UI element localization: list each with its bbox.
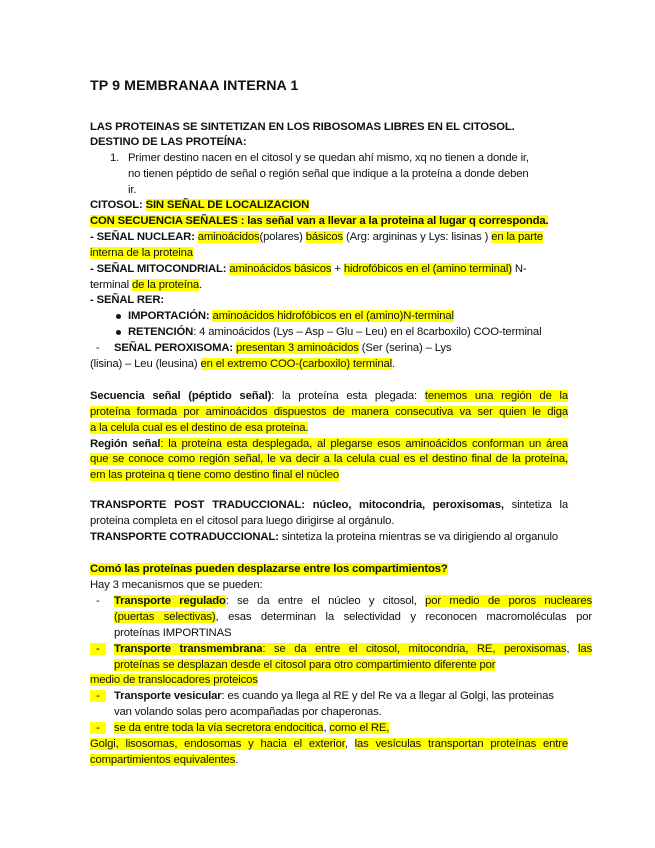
nuclear-c: básicos bbox=[305, 231, 343, 243]
regulado-line-1 bbox=[114, 594, 593, 609]
ret-label: RETENCIÓN bbox=[128, 326, 194, 338]
bullet-icon bbox=[116, 314, 121, 319]
regulado-line-2 bbox=[114, 610, 592, 625]
ves-label: Transporte vesicular bbox=[114, 690, 222, 702]
perox-dash: - bbox=[96, 342, 100, 354]
perox-c: (lisina) – Leu (leusina) bbox=[90, 358, 201, 370]
vesicular-line-2: van volando solas pero acompañadas por chaperonas. bbox=[114, 706, 382, 718]
co-label: TRANSPORTE COTRADUCCIONAL: bbox=[90, 531, 279, 543]
transmembrana-line-3 bbox=[90, 673, 258, 688]
region-c: em las proteina q tiene como destino final el núcleo bbox=[90, 469, 340, 481]
senal-c: proteína formada por aminoácidos dispuestos de manera consecutiva va ser quien le diga bbox=[90, 406, 568, 418]
citosol-line bbox=[90, 198, 309, 213]
transmembrana-line-2 bbox=[114, 658, 495, 673]
sec-d: Golgi, lisosomas, endosomas y hacia el exterior bbox=[90, 738, 345, 750]
document-title: TP 9 MEMBRANAA INTERNA 1 bbox=[90, 78, 299, 94]
citosol-label: CITOSOL: bbox=[90, 199, 146, 211]
reg-b: por medio de poros nucleares bbox=[425, 595, 593, 607]
destino-heading: DESTINO DE LAS PROTEÍNA: bbox=[90, 136, 247, 148]
senal-b: tenemos una región de la bbox=[424, 390, 568, 402]
senal-a: : la proteína esta plegada: bbox=[271, 390, 425, 402]
mito-f: de la proteína bbox=[131, 279, 199, 291]
tm-label: Transporte transmembrana bbox=[114, 643, 263, 655]
mito-label: - SEÑAL MITOCONDRIAL: bbox=[90, 263, 230, 275]
reg-c: (puertas selectivas) bbox=[114, 611, 216, 623]
mito-g: . bbox=[198, 279, 202, 291]
post-line-1 bbox=[90, 498, 568, 513]
rer-retencion bbox=[128, 325, 541, 340]
mito-d: N- bbox=[511, 263, 527, 275]
mito-a: aminoácidos básicos bbox=[229, 263, 332, 275]
transmembrana-line-1 bbox=[114, 642, 592, 657]
bullet-icon bbox=[116, 330, 121, 335]
dash-icon: - bbox=[90, 643, 106, 655]
question-line bbox=[90, 562, 448, 577]
secuencia-text: CON SECUENCIA SEÑALES : las señal van a llevar a la proteina al lugar q corresponda. bbox=[90, 215, 549, 227]
mito-b: + bbox=[331, 263, 344, 275]
nuclear-label: - SEÑAL NUCLEAR: bbox=[90, 231, 198, 243]
list-number: 1. bbox=[110, 152, 120, 164]
mito-c: hidrofóbicos en el (amino terminal) bbox=[343, 263, 512, 275]
imp-label: IMPORTACIÓN: bbox=[128, 310, 213, 322]
senal-line-3 bbox=[90, 421, 308, 436]
ret-value: : 4 aminoácidos (Lys – Asp – Glu – Leu) en el 8carboxilo) COO-terminal bbox=[193, 326, 542, 338]
post-line-2: proteina completa en el citosol para luego dirigirse al orgánulo. bbox=[90, 515, 395, 527]
mito-line-2 bbox=[90, 278, 202, 293]
reg-d: , esas determinan la selectividad y reconocen macromoléculas por bbox=[215, 611, 592, 623]
list-item-line: no tienen péptido de señal o región señal que indique a la proteína a donde deben bbox=[128, 168, 529, 180]
senal-line-2 bbox=[90, 405, 568, 420]
imp-value: aminoácidos hidrofóbicos en el (amino)N-terminal bbox=[212, 310, 454, 322]
citosol-value: SIN SEÑAL DE LOCALIZACION bbox=[145, 199, 310, 211]
secuencia-line bbox=[90, 214, 548, 229]
nuclear-d: (Arg: argininas y Lys: lisinas ) bbox=[342, 231, 492, 243]
secretora-line-2 bbox=[90, 737, 568, 752]
mito-e: terminal bbox=[90, 279, 132, 291]
sec-a: se da entre toda la vía secretora endocitica bbox=[114, 722, 324, 734]
senal-d: a la celula cual es el destino de esa proteina. bbox=[90, 422, 309, 434]
list-item-line: Primer destino nacen en el citosol y se quedan ahí mismo, xq no tienen a donde ir, bbox=[128, 152, 529, 164]
nuclear-b: (polares) bbox=[259, 231, 306, 243]
region-b: que se conoce como región señal, le va decir a la celula cual es el destino final de la proteína, bbox=[90, 453, 568, 465]
tm-e: medio de translocadores proteicos bbox=[90, 674, 258, 686]
secretora-line-1 bbox=[114, 721, 389, 736]
nuclear-line bbox=[90, 230, 543, 245]
region-line-3 bbox=[90, 468, 339, 483]
rer-importacion bbox=[128, 309, 454, 324]
co-value: sintetiza la proteina mientras se va dirigiendo al organulo bbox=[278, 531, 559, 543]
post-label: TRANSPORTE POST TRADUCCIONAL: núcleo, mitocondria, peroxisomas, bbox=[90, 499, 504, 511]
mechanisms-intro: Hay 3 mecanismos que se pueden: bbox=[90, 579, 263, 591]
perox-d: en el extremo COO-(carboxilo) terminal bbox=[200, 358, 392, 370]
nuclear-a: aminoácidos bbox=[197, 231, 260, 243]
rer-label: - SEÑAL RER: bbox=[90, 294, 164, 306]
intro-heading: LAS PROTEINAS SE SINTETIZAN EN LOS RIBOSOMAS LIBRES EN EL CITOSOL. bbox=[90, 121, 515, 133]
tm-c: las bbox=[578, 643, 592, 655]
dash-icon: - bbox=[90, 690, 106, 702]
dash-highlight bbox=[90, 721, 106, 736]
sec-f: las vesículas transportan proteínas entre bbox=[354, 738, 568, 750]
tm-d: proteínas se desplazan desde el citosol para otro compartimiento diferente por bbox=[114, 659, 496, 671]
region-label: Región señal bbox=[90, 438, 161, 450]
region-line-1 bbox=[90, 437, 568, 452]
perox-e: . bbox=[391, 358, 395, 370]
perox-label: SEÑAL PEROXISOMA: bbox=[114, 342, 237, 354]
dash-icon: - bbox=[96, 595, 100, 607]
nuclear-line-2 bbox=[90, 246, 193, 261]
senal-line-1 bbox=[90, 389, 568, 404]
ves-a: : es cuando ya llega al RE y del Re va a llegar al Golgi, las proteinas bbox=[221, 690, 554, 702]
vesicular-line-1 bbox=[114, 689, 554, 704]
secretora-line-3 bbox=[90, 753, 238, 768]
perox-line bbox=[114, 341, 451, 356]
tm-b: , bbox=[566, 643, 578, 655]
perox-b: (Ser (serina) – Lys bbox=[358, 342, 452, 354]
senal-label: Secuencia señal (péptido señal) bbox=[90, 390, 272, 402]
question-text: Comó las proteínas pueden desplazarse entre los compartimientos? bbox=[90, 563, 448, 575]
nuclear-f: interna de la proteina bbox=[90, 247, 193, 259]
mito-line bbox=[90, 262, 527, 277]
dash-icon: - bbox=[90, 722, 106, 734]
sec-e: , bbox=[344, 738, 355, 750]
post-a: sintetiza la bbox=[503, 499, 568, 511]
perox-line-2 bbox=[90, 357, 395, 372]
dash-highlight bbox=[90, 642, 110, 656]
list-item-line: ir. bbox=[128, 184, 137, 196]
sec-b: , bbox=[323, 722, 330, 734]
region-a: : la proteína esta desplegada, al plegarse esos aminoácidos conforman un área bbox=[160, 438, 569, 450]
sec-g: compartimientos equivalentes bbox=[90, 754, 236, 766]
region-line-2 bbox=[90, 452, 568, 467]
co-line bbox=[90, 530, 558, 545]
sec-h: . bbox=[235, 754, 239, 766]
reg-a: : se da entre el núcleo y citosol, bbox=[225, 595, 426, 607]
nuclear-e: en la parte bbox=[491, 231, 544, 243]
reg-label: Transporte regulado bbox=[114, 595, 226, 607]
dash-highlight bbox=[90, 689, 106, 704]
sec-c: como el RE, bbox=[329, 722, 390, 734]
tm-a: : se da entre el citosol, mitocondria, RE, peroxisomas bbox=[262, 643, 567, 655]
regulado-line-3: proteínas IMPORTINAS bbox=[114, 627, 232, 639]
perox-a: presentan 3 aminoácidos bbox=[236, 342, 359, 354]
